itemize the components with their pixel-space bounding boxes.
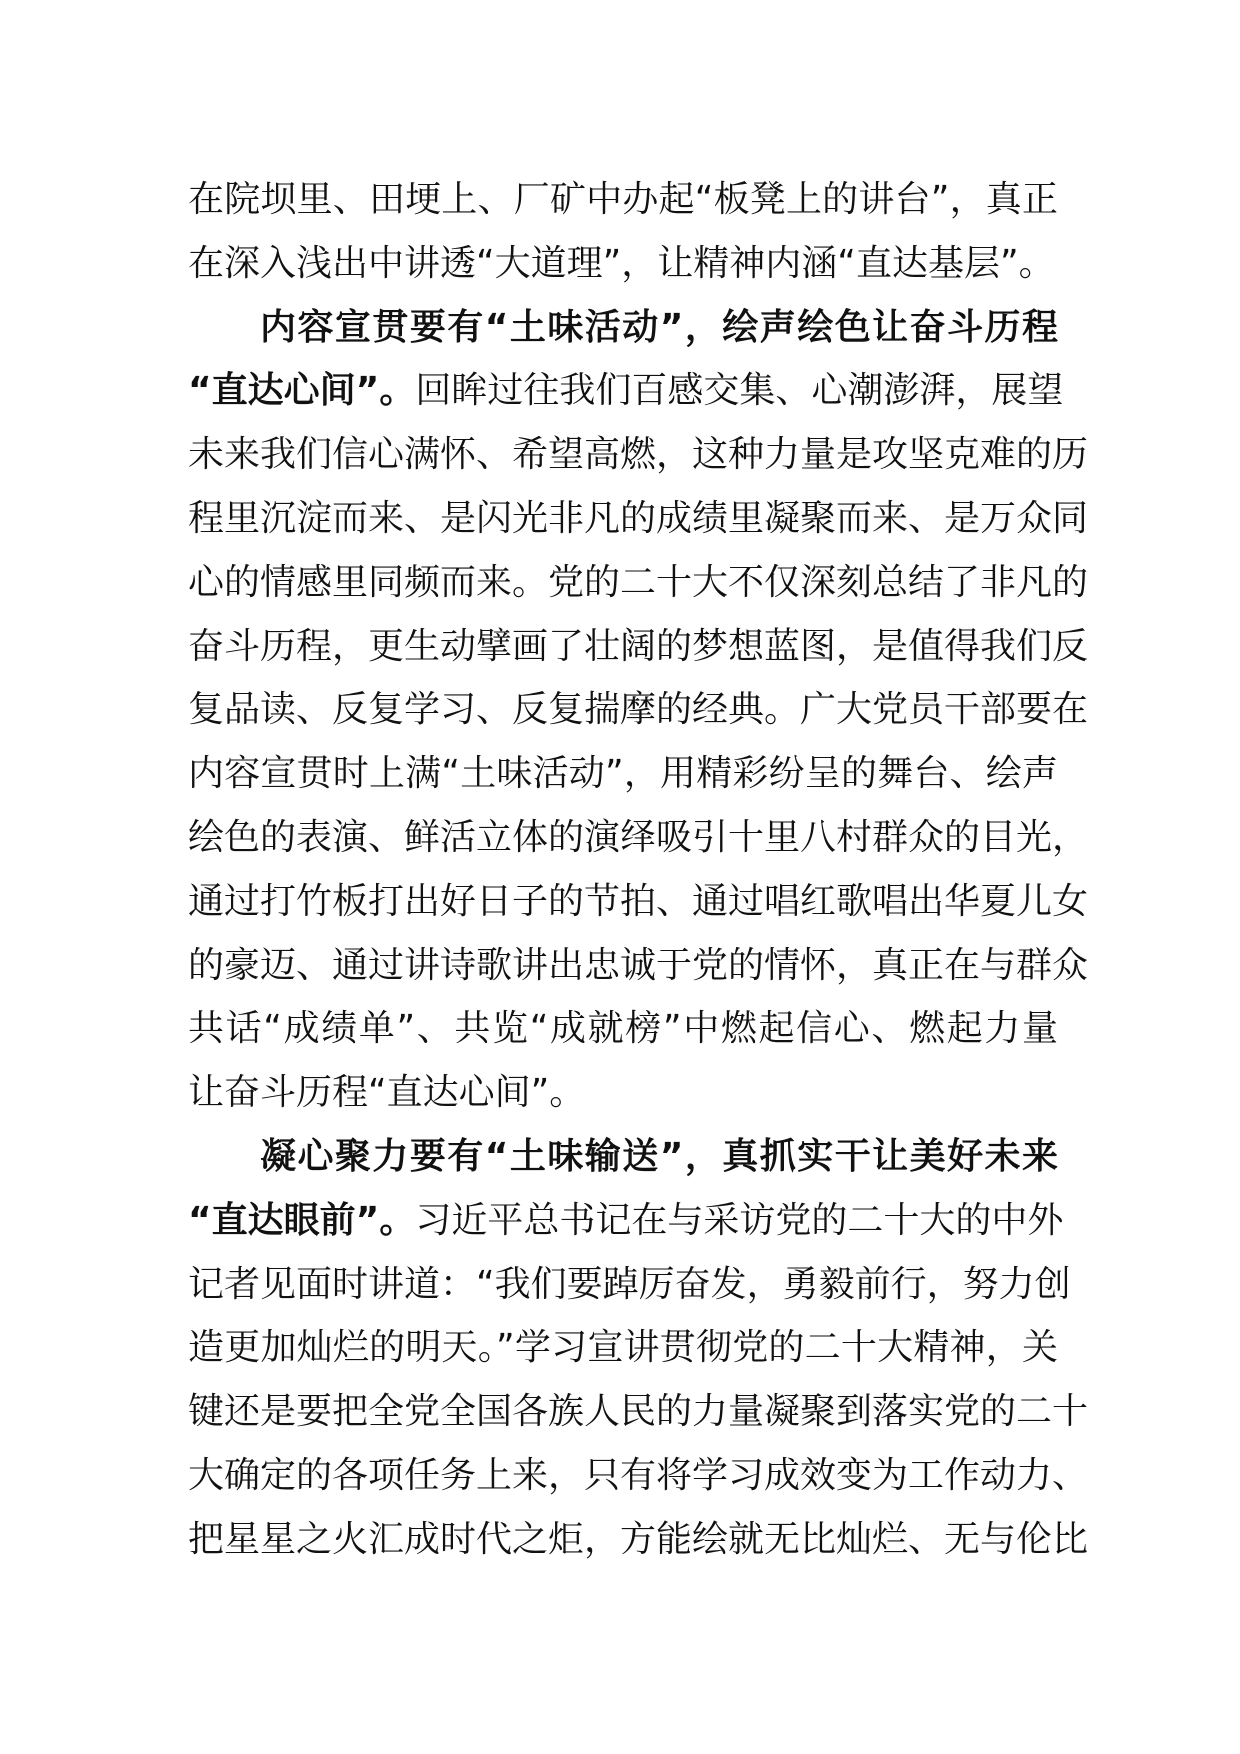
text-line: 通过打竹板打出好日子的节拍、通过唱红歌唱出华夏儿女	[188, 880, 1089, 922]
text-line: 在深入浅出中讲透“大道理”，让精神内涵“直达基层”。	[188, 242, 1055, 284]
text-line: 大确定的各项任务上来，只有将学习成效变为工作动力、	[188, 1454, 1089, 1496]
text-line: 未来我们信心满怀、希望高燃，这种力量是攻坚克难的历	[188, 434, 1089, 476]
text-line: 共话“成绩单”、共览“成就榜”中燃起信心、燃起力量	[188, 1008, 1058, 1050]
paragraph-3	[188, 1125, 1089, 1572]
text-line: 程里沉淀而来、是闪光非凡的成绩里凝聚而来、是万众同	[188, 497, 1089, 539]
heading-tail: “直达眼前”。	[188, 1199, 416, 1241]
text-line: 内容宣贯时上满“土味活动”，用精彩纷呈的舞台、绘声	[188, 753, 1058, 795]
text-line: 造更加灿烂的明天。”学习宣讲贯彻党的二十大精神，关	[188, 1327, 1058, 1369]
text-line: 记者见面时讲道：“我们要踔厉奋发，勇毅前行，努力创	[188, 1263, 1071, 1305]
paragraph-heading: 内容宣贯要有“土味活动”，绘声绘色让奋斗历程	[260, 306, 1058, 348]
text-line	[188, 359, 1064, 423]
paragraph-1	[188, 168, 1058, 296]
paragraph-heading: 凝心聚力要有“土味输送”，真抓实干让美好未来	[260, 1135, 1058, 1177]
document-page	[188, 168, 1089, 1572]
text-line	[188, 1189, 1064, 1253]
text-line: 键还是要把全党全国各族人民的力量凝聚到落实党的二十	[188, 1391, 1089, 1433]
text-run: 回眸过往我们百感交集、心潮澎湃，展望	[415, 370, 1064, 412]
heading-tail: “直达心间”。	[188, 370, 416, 412]
text-line: 心的情感里同频而来。党的二十大不仅深刻总结了非凡的	[188, 561, 1089, 603]
text-run: 习近平总书记在与采访党的二十大的中外	[415, 1199, 1064, 1241]
text-line: 让奋斗历程“直达心间”。	[188, 1072, 586, 1114]
paragraph-2	[188, 296, 1089, 1125]
text-line: 把星星之火汇成时代之炬，方能绘就无比灿烂、无与伦比	[188, 1518, 1089, 1560]
text-line: 复品读、反复学习、反复揣摩的经典。广大党员干部要在	[188, 689, 1089, 731]
text-line: 绘色的表演、鲜活立体的演绎吸引十里八村群众的目光，	[188, 816, 1089, 858]
text-line: 的豪迈、通过讲诗歌讲出忠诚于党的情怀，真正在与群众	[188, 944, 1089, 986]
text-line: 在院坝里、田埂上、厂矿中办起“板凳上的讲台”，真正	[188, 179, 1058, 220]
text-line: 奋斗历程，更生动擘画了壮阔的梦想蓝图，是值得我们反	[188, 625, 1089, 667]
